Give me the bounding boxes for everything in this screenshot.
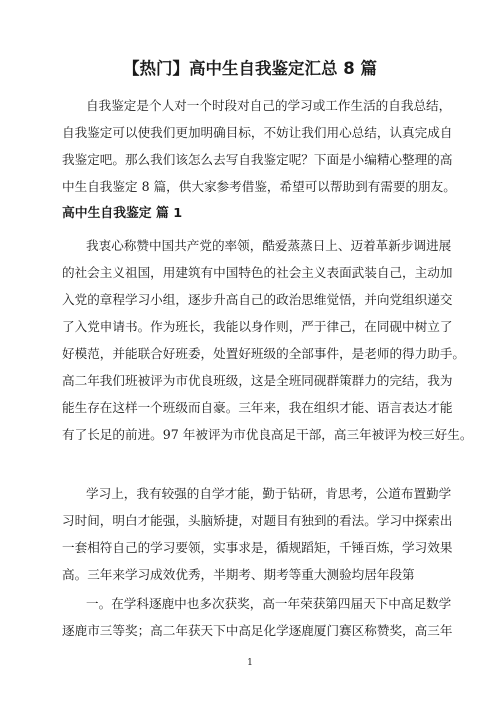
paragraph-line: 有了长足的前进。97 年被评为市优良高足干部，高三年被评为校三好生。: [62, 427, 473, 442]
paragraph-line: 逐鹿市三等奖；高二年获天下中高足化学逐鹿厦门赛区称赞奖，高三年: [62, 623, 453, 638]
intro-line: 中生自我鉴定 8 篇，供大家参考借鉴，希望可以帮助到有需要的朋友。: [62, 179, 456, 194]
intro-line: 自我鉴定可以使我们更加明确目标，不妨让我们用心总结，认真完成自: [62, 125, 453, 140]
section-heading: 高中生自我鉴定 篇 1: [62, 206, 183, 221]
paragraph-line: 高。三年来学习成效优秀，半期考、期考等重大测验均居年段第: [62, 567, 415, 582]
paragraph-line: 一。在学科逐鹿中也多次获奖，高一年荣获第四届天下中高足数学: [86, 596, 452, 611]
paragraph-line: 了入党申请书。作为班长，我能以身作则，严于律己，在同砚中树立了: [62, 319, 453, 334]
document-title: 【热门】高中生自我鉴定汇总 8 篇: [123, 59, 377, 78]
paragraph-line: 好模范，并能联合好班委，处置好班级的全部事件，是老师的得力助手。: [62, 346, 465, 361]
intro-line: 我鉴定吧。那么我们该怎么去写自我鉴定呢？下面是小编精心整理的高: [62, 152, 453, 167]
paragraph-line: 一套相符自己的学习要领，实事求是，循规蹈矩，千锤百炼，学习效果: [62, 540, 453, 555]
paragraph-line: 习时间，明白才能强，头脑矫捷，对题目有独到的看法。学习中探索出: [62, 513, 453, 528]
paragraph-line: 学习上，我有较强的自学才能，勤于钻研，肯思考，公道布置勤学: [86, 486, 452, 501]
paragraph-line: 能生存在这样一个班级而自豪。三年来，我在组织才能、语言表达才能: [62, 400, 453, 415]
paragraph-line: 我衷心称赞中国共产党的率领，酷爱蒸蒸日上、迈着革新步调进展: [86, 238, 452, 253]
intro-line: 自我鉴定是个人对一个时段对自己的学习或工作生活的自我总结，: [86, 98, 452, 113]
paragraph-line: 高二年我们班被评为市优良班级，这是全班同砚群策群力的完结，我为: [62, 373, 453, 388]
page-number: 1: [247, 658, 253, 668]
paragraph-line: 入党的章程学习小组，逐步升高自己的政治思维觉悟，并向党组织递交: [62, 292, 453, 307]
paragraph-line: 的社会主义祖国，用建筑有中国特色的社会主义表面武装自己，主动加: [62, 265, 453, 280]
